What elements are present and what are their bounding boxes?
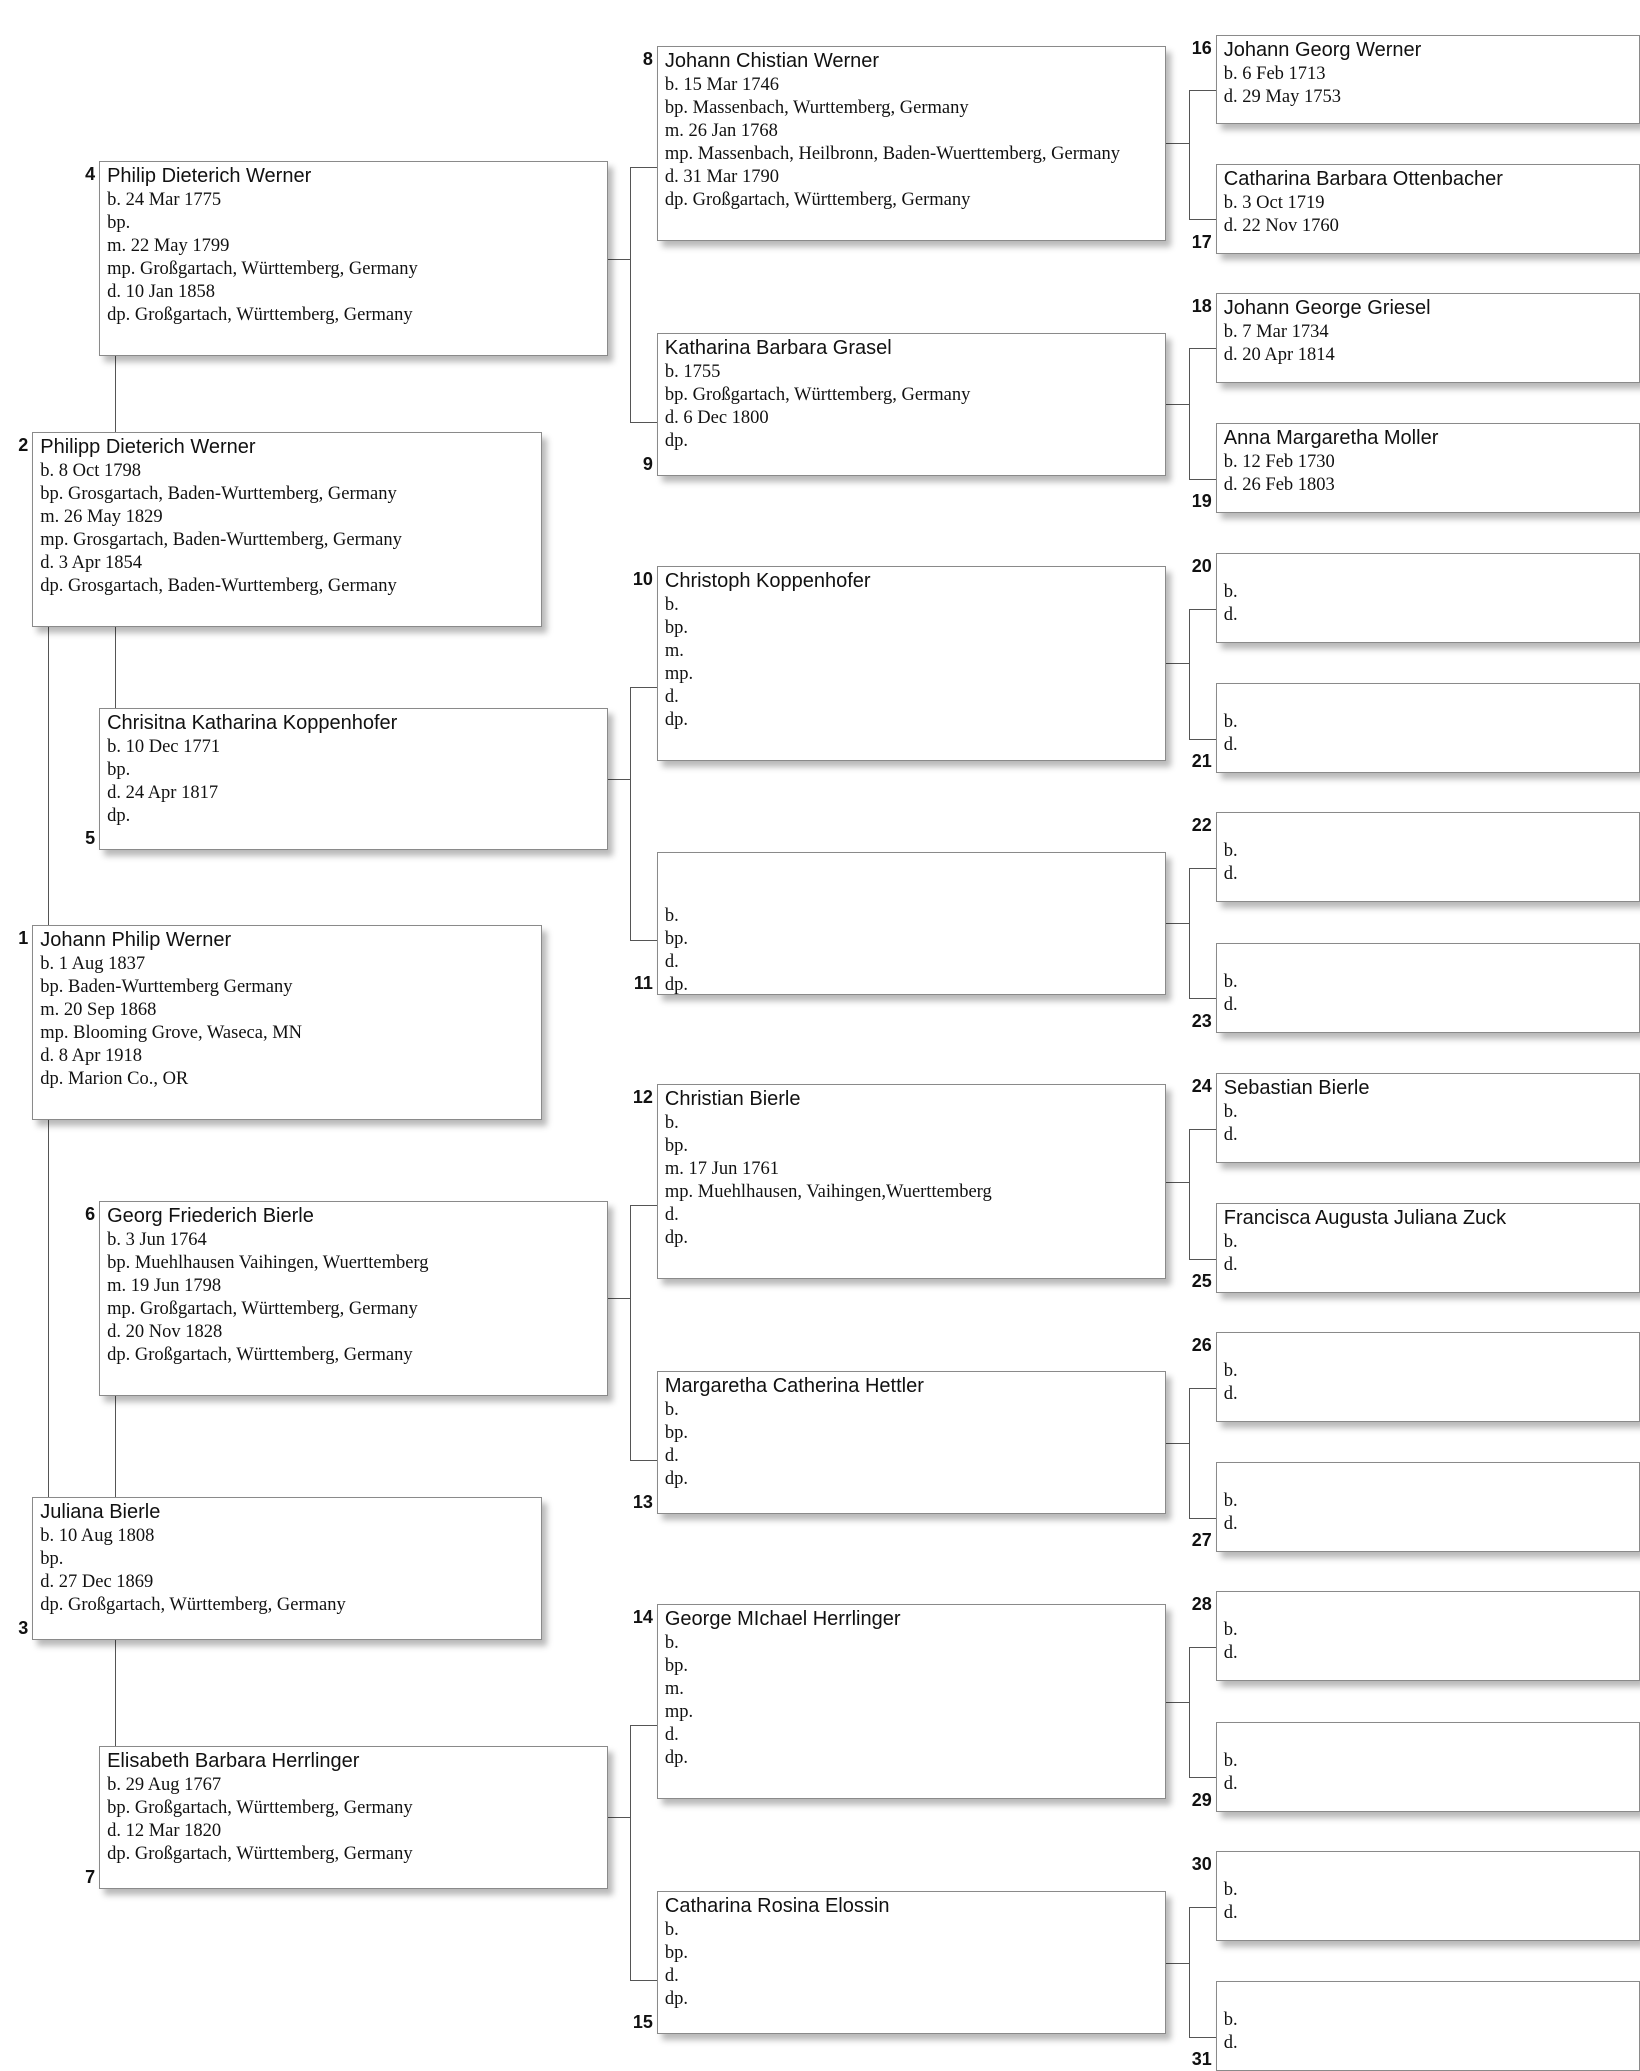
connector-4-to-8 xyxy=(630,167,657,168)
person-box-10[interactable] xyxy=(657,566,1166,761)
connector-6-to-13 xyxy=(630,1460,657,1461)
person-detail: dp. xyxy=(664,431,688,452)
person-box-16[interactable] xyxy=(1216,35,1640,125)
person-detail: b. 3 Jun 1764 xyxy=(107,1229,207,1250)
person-number: 28 xyxy=(1191,1594,1212,1615)
person-box-27[interactable] xyxy=(1216,1462,1640,1552)
person-detail: d. 20 Nov 1828 xyxy=(107,1321,223,1342)
person-name: Elisabeth Barbara Herrlinger xyxy=(107,1749,360,1772)
person-detail: d. xyxy=(664,1725,679,1746)
person-box-5[interactable] xyxy=(99,708,608,851)
connector-6-vertical xyxy=(630,1205,631,1460)
person-number: 26 xyxy=(1191,1335,1212,1356)
person-detail: bp. xyxy=(664,1656,688,1677)
person-detail: d. xyxy=(1223,2033,1238,2053)
person-detail: d. xyxy=(664,686,679,707)
person-box-8[interactable] xyxy=(657,46,1166,241)
person-detail: d. xyxy=(1223,735,1238,756)
person-name: Philip Dieterich Werner xyxy=(107,165,312,188)
person-detail: dp. Großgartach, Württemberg, Germany xyxy=(107,1843,413,1864)
person-detail: d. xyxy=(1223,1124,1238,1145)
person-detail: bp. xyxy=(664,1943,688,1964)
connector-5-to-10 xyxy=(630,687,657,688)
person-box-14[interactable] xyxy=(657,1604,1166,1799)
person-name: Johann Georg Werner xyxy=(1223,38,1422,61)
person-detail: d. 22 Nov 1760 xyxy=(1223,215,1339,236)
person-name: Johann Chistian Werner xyxy=(664,50,880,73)
person-number: 4 xyxy=(85,164,96,185)
connector-10-to-21 xyxy=(1189,739,1216,740)
person-detail: mp. xyxy=(664,1702,694,1723)
person-detail: b. xyxy=(1223,1620,1238,1641)
connector-10-stub xyxy=(1166,663,1188,664)
person-detail: d. xyxy=(1223,994,1238,1015)
person-name: Anna Margaretha Moller xyxy=(1223,426,1439,449)
person-detail: m. 26 May 1829 xyxy=(40,507,163,528)
person-box-12[interactable] xyxy=(657,1084,1166,1279)
person-detail: bp. Großgartach, Württemberg, Germany xyxy=(107,1797,413,1818)
person-box-4[interactable] xyxy=(99,161,608,356)
person-box-18[interactable] xyxy=(1216,293,1640,383)
person-detail: dp. xyxy=(664,709,688,730)
person-detail: b. 1 Aug 1837 xyxy=(40,954,146,975)
person-detail: bp. xyxy=(664,617,688,638)
person-detail: b. 7 Mar 1734 xyxy=(1223,321,1329,342)
person-detail: bp. Muehlhausen Vaihingen, Wuerttemberg xyxy=(107,1252,429,1273)
connector-5-to-11 xyxy=(630,940,657,941)
person-detail: dp. xyxy=(664,1989,688,2010)
person-box-28[interactable] xyxy=(1216,1591,1640,1681)
person-detail: b. 10 Dec 1771 xyxy=(107,736,221,757)
person-detail: dp. xyxy=(107,805,131,826)
person-detail: b. xyxy=(664,905,679,926)
person-detail: b. xyxy=(664,1633,679,1654)
person-detail: d. 12 Mar 1820 xyxy=(107,1820,222,1841)
connector-11-to-22 xyxy=(1189,868,1216,869)
person-number: 31 xyxy=(1191,2048,1212,2069)
person-number: 25 xyxy=(1191,1271,1212,1291)
connector-14-to-29 xyxy=(1189,1777,1216,1778)
connector-8-vertical xyxy=(1189,90,1190,219)
person-detail: bp. xyxy=(107,759,131,780)
person-number: 5 xyxy=(85,828,96,849)
person-box-20[interactable] xyxy=(1216,553,1640,643)
person-detail: b. 10 Aug 1808 xyxy=(40,1525,155,1546)
person-number: 8 xyxy=(642,49,653,70)
person-number: 10 xyxy=(632,568,653,589)
person-detail: b. 6 Feb 1713 xyxy=(1223,63,1326,84)
person-name: Philipp Dieterich Werner xyxy=(40,436,256,459)
person-box-3[interactable] xyxy=(32,1497,541,1640)
person-detail: m. xyxy=(664,640,684,661)
connector-11-to-23 xyxy=(1189,998,1216,999)
person-detail: d. xyxy=(664,1205,679,1226)
connector-12-to-25 xyxy=(1189,1259,1216,1260)
person-detail: dp. Großgartach, Württemberg, Germany xyxy=(107,305,413,326)
person-detail: b. xyxy=(664,1920,679,1941)
connector-15-to-31 xyxy=(1189,2037,1216,2038)
person-number: 3 xyxy=(18,1617,29,1638)
connector-8-stub xyxy=(1166,143,1188,144)
person-name: Chrisitna Katharina Koppenhofer xyxy=(107,711,398,734)
person-detail: d. 31 Mar 1790 xyxy=(664,167,779,188)
person-box-21[interactable] xyxy=(1216,683,1640,773)
person-detail: b. 8 Oct 1798 xyxy=(40,461,141,482)
person-detail: bp. xyxy=(107,213,131,234)
person-detail: bp. xyxy=(664,928,688,949)
person-box-2[interactable] xyxy=(32,432,541,627)
connector-9-stub xyxy=(1166,404,1188,405)
person-detail: dp. Großgartach, Württemberg, Germany xyxy=(664,190,971,211)
person-name: Katharina Barbara Grasel xyxy=(664,337,892,360)
person-number: 19 xyxy=(1191,490,1212,511)
person-detail: dp. Grosgartach, Baden-Wurttemberg, Germany xyxy=(40,576,397,597)
person-number: 20 xyxy=(1191,556,1212,577)
person-detail: d. xyxy=(1223,1643,1238,1664)
person-detail: mp. Blooming Grove, Waseca, MN xyxy=(40,1023,303,1044)
person-name: Margaretha Catherina Hettler xyxy=(664,1375,924,1398)
connector-13-to-27 xyxy=(1189,1518,1216,1519)
person-detail: m. 17 Jun 1761 xyxy=(664,1159,779,1180)
person-detail: b. xyxy=(1223,582,1238,603)
person-number: 1 xyxy=(18,928,29,949)
person-box-19[interactable] xyxy=(1216,423,1640,513)
person-box-30[interactable] xyxy=(1216,1851,1640,1941)
person-number: 12 xyxy=(632,1087,653,1108)
person-detail: bp. xyxy=(664,1136,688,1157)
person-number: 15 xyxy=(632,2012,653,2033)
person-number: 30 xyxy=(1191,1853,1212,1874)
person-detail: b. 15 Mar 1746 xyxy=(664,75,779,96)
person-detail: d. xyxy=(1223,1255,1238,1276)
connector-12-to-24 xyxy=(1189,1129,1216,1130)
person-number: 14 xyxy=(632,1607,653,1628)
connector-5-stub xyxy=(608,779,630,780)
person-detail: b. xyxy=(1223,841,1238,862)
connector-15-vertical xyxy=(1189,1907,1190,2037)
person-box-15[interactable] xyxy=(657,1891,1166,2034)
person-number: 24 xyxy=(1191,1075,1212,1096)
person-number: 7 xyxy=(85,1866,96,1887)
connector-11-vertical xyxy=(1189,868,1190,998)
person-detail: b. xyxy=(1223,1101,1238,1122)
person-detail: d. 10 Jan 1858 xyxy=(107,282,216,303)
person-box-7[interactable] xyxy=(99,1746,608,1889)
connector-10-vertical xyxy=(1189,609,1190,739)
person-box-24[interactable] xyxy=(1216,1073,1640,1163)
person-detail: d. xyxy=(1223,1384,1238,1405)
connector-7-to-15 xyxy=(630,1980,657,1981)
person-box-17[interactable] xyxy=(1216,164,1640,254)
person-detail: bp. Großgartach, Württemberg, Germany xyxy=(664,385,971,406)
person-detail: b. xyxy=(1223,1232,1238,1253)
person-detail: mp. Grosgartach, Baden-Wurttemberg, Germany xyxy=(40,530,402,551)
person-detail: dp. xyxy=(664,974,688,995)
person-name: Johann George Griesel xyxy=(1223,296,1431,319)
person-detail: mp. Großgartach, Württemberg, Germany xyxy=(107,259,418,280)
person-name: Catharina Barbara Ottenbacher xyxy=(1223,167,1503,190)
person-detail: d. xyxy=(664,1966,679,1987)
person-name: Sebastian Bierle xyxy=(1223,1076,1370,1099)
connector-8-to-16 xyxy=(1189,90,1216,91)
person-name: George MIchael Herrlinger xyxy=(664,1608,901,1631)
person-number: 9 xyxy=(642,453,653,474)
connector-4-stub xyxy=(608,259,630,260)
person-detail: d. 6 Dec 1800 xyxy=(664,408,769,429)
person-box-9[interactable] xyxy=(657,333,1166,476)
person-number: 21 xyxy=(1191,751,1212,772)
person-box-1[interactable] xyxy=(32,925,541,1120)
person-detail: bp. Grosgartach, Baden-Wurttemberg, Germany xyxy=(40,484,397,505)
person-detail: d. xyxy=(664,1446,679,1467)
person-detail: d. xyxy=(1223,1514,1238,1535)
person-detail: d. xyxy=(1223,1902,1238,1923)
person-detail: d. 3 Apr 1854 xyxy=(40,553,143,574)
person-detail: bp. xyxy=(664,1423,688,1444)
person-detail: b. 3 Oct 1719 xyxy=(1223,192,1325,213)
person-name: Georg Friederich Bierle xyxy=(107,1204,314,1227)
person-detail: m. xyxy=(664,1679,684,1700)
person-detail: b. xyxy=(1223,1361,1238,1382)
connector-13-vertical xyxy=(1189,1388,1190,1518)
person-number: 29 xyxy=(1191,1789,1212,1810)
connector-8-to-17 xyxy=(1189,219,1216,220)
connector-13-stub xyxy=(1166,1443,1188,1444)
person-detail: b. xyxy=(664,1113,679,1134)
person-detail: dp. xyxy=(664,1228,688,1249)
person-detail: bp. Baden-Wurttemberg Germany xyxy=(40,977,293,998)
person-detail: b. xyxy=(664,594,679,615)
connector-6-stub xyxy=(608,1298,630,1299)
person-name: Christian Bierle xyxy=(664,1088,801,1111)
connector-9-to-18 xyxy=(1189,348,1216,349)
person-name: Johann Philip Werner xyxy=(40,929,232,952)
person-detail: b. xyxy=(1223,712,1238,733)
person-number: 13 xyxy=(632,1492,653,1513)
person-detail: d. 27 Dec 1869 xyxy=(40,1571,154,1592)
person-detail: m. 20 Sep 1868 xyxy=(40,1000,157,1021)
connector-14-stub xyxy=(1166,1702,1188,1703)
person-number: 22 xyxy=(1191,815,1212,836)
person-detail: d. 24 Apr 1817 xyxy=(107,782,219,803)
person-detail: d. 8 Apr 1918 xyxy=(40,1046,143,1067)
person-detail: d. 29 May 1753 xyxy=(1223,86,1341,107)
person-number: 2 xyxy=(18,435,29,456)
person-box-29[interactable] xyxy=(1216,1722,1640,1812)
connector-5-vertical xyxy=(630,687,631,941)
person-detail: b. xyxy=(1223,1491,1238,1512)
connector-9-vertical xyxy=(1189,348,1190,478)
person-detail: bp. Massenbach, Wurttemberg, Germany xyxy=(664,98,969,119)
person-box-11[interactable] xyxy=(657,852,1166,995)
person-detail: b. xyxy=(1223,1879,1238,1900)
person-detail: b. 12 Feb 1730 xyxy=(1223,451,1335,472)
person-detail: b. xyxy=(1223,1750,1238,1771)
person-detail: m. 22 May 1799 xyxy=(107,236,230,257)
person-number: 23 xyxy=(1191,1010,1212,1031)
person-detail: b. 1755 xyxy=(664,362,721,383)
person-detail: b. xyxy=(664,1400,679,1421)
person-number: 6 xyxy=(85,1203,96,1224)
person-box-31[interactable] xyxy=(1216,1981,1640,2071)
person-detail: d. xyxy=(664,951,679,972)
connector-12-vertical xyxy=(1189,1129,1190,1259)
person-box-23[interactable] xyxy=(1216,943,1640,1033)
person-box-22[interactable] xyxy=(1216,812,1640,902)
person-detail: d. xyxy=(1223,864,1238,885)
person-detail: m. 26 Jan 1768 xyxy=(664,121,778,142)
person-box-25[interactable] xyxy=(1216,1203,1640,1293)
person-detail: b. xyxy=(1223,2010,1238,2030)
person-name: Christoph Koppenhofer xyxy=(664,569,871,592)
connector-4-to-9 xyxy=(630,422,657,423)
person-detail: d. xyxy=(1223,605,1238,626)
person-number: 16 xyxy=(1191,37,1212,58)
person-detail: mp. Massenbach, Heilbronn, Baden-Wuerttemberg, Germany xyxy=(664,144,1120,165)
person-detail: b. 29 Aug 1767 xyxy=(107,1774,222,1795)
connector-15-to-30 xyxy=(1189,1907,1216,1908)
person-box-6[interactable] xyxy=(99,1201,608,1396)
person-detail: bp. xyxy=(40,1548,64,1569)
person-name: Juliana Bierle xyxy=(40,1500,161,1523)
person-detail: b. xyxy=(1223,971,1238,992)
connector-12-stub xyxy=(1166,1182,1188,1183)
connector-7-to-14 xyxy=(630,1725,657,1726)
person-detail: dp. Marion Co., OR xyxy=(40,1069,189,1090)
person-number: 27 xyxy=(1191,1530,1212,1551)
person-name: Catharina Rosina Elossin xyxy=(664,1895,890,1918)
connector-9-to-19 xyxy=(1189,479,1216,480)
person-detail: d. xyxy=(1223,1773,1238,1794)
connector-7-vertical xyxy=(630,1725,631,1980)
person-detail: d. 20 Apr 1814 xyxy=(1223,344,1335,365)
person-detail: m. 19 Jun 1798 xyxy=(107,1275,222,1296)
connector-4-vertical xyxy=(630,167,631,422)
person-detail: dp. xyxy=(664,1748,688,1769)
connector-13-to-26 xyxy=(1189,1388,1216,1389)
person-detail: dp. Großgartach, Württemberg, Germany xyxy=(107,1344,413,1365)
connector-15-stub xyxy=(1166,1963,1188,1964)
connector-11-stub xyxy=(1166,923,1188,924)
person-name: Francisca Augusta Juliana Zuck xyxy=(1223,1207,1507,1230)
person-detail: mp. Großgartach, Württemberg, Germany xyxy=(107,1298,418,1319)
person-detail: dp. xyxy=(664,1469,688,1490)
person-box-13[interactable] xyxy=(657,1371,1166,1514)
person-number: 18 xyxy=(1191,295,1212,316)
person-detail: dp. Großgartach, Württemberg, Germany xyxy=(40,1594,346,1615)
person-detail: d. 26 Feb 1803 xyxy=(1223,474,1335,495)
person-detail: mp. xyxy=(664,663,694,684)
person-detail: b. 24 Mar 1775 xyxy=(107,190,222,211)
person-number: 17 xyxy=(1191,231,1212,252)
connector-14-to-28 xyxy=(1189,1647,1216,1648)
person-detail: mp. Muehlhausen, Vaihingen,Wuerttemberg xyxy=(664,1182,992,1203)
person-box-26[interactable] xyxy=(1216,1332,1640,1422)
connector-14-vertical xyxy=(1189,1647,1190,1777)
connector-10-to-20 xyxy=(1189,609,1216,610)
connector-6-to-12 xyxy=(630,1205,657,1206)
person-number: 11 xyxy=(633,972,653,993)
connector-7-stub xyxy=(608,1817,630,1818)
